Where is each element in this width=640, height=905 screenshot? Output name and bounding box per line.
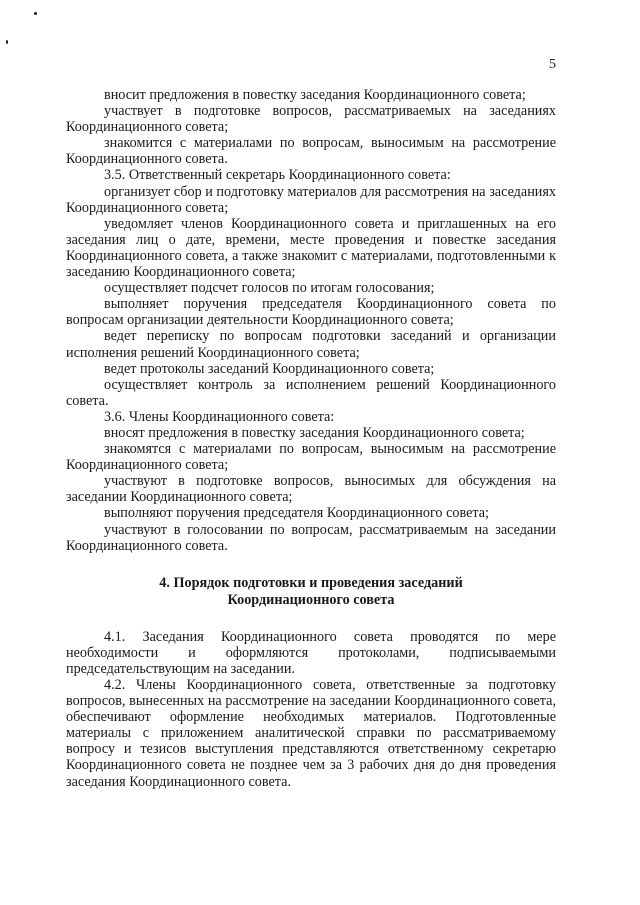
section-heading bbox=[66, 575, 556, 609]
paragraph: знакомятся с материалами по вопросам, выносимым на рассмотрение Координационного совета; bbox=[66, 441, 556, 474]
scan-speck bbox=[34, 12, 37, 15]
paragraph: участвуют в голосовании по вопросам, рассматриваемым на заседании Координационного совета. bbox=[66, 521, 556, 554]
paragraph: вносят предложения в повестку заседания Координационного совета; bbox=[104, 424, 525, 441]
paragraph: 4.1. Заседания Координационного совета проводятся по мере необходимости и оформляются протоколами, подписываемыми председательствующим на заседании. bbox=[66, 628, 556, 677]
page-number: 5 bbox=[549, 57, 556, 72]
paragraph: 4.2. Члены Координационного совета, ответственные за подготовку вопросов, вынесенных на рассмотрение на заседании Координационного совета, обеспечивают оформление необходимых материалов. Подготовленные материалы с приложением аналитической справки по рассматриваемому вопросу и тезисов выступления представляются ответственному секретарю Координационного совета не позднее чем за 3 рабочих дня до дня проведения заседания Координационного совета. bbox=[66, 677, 556, 790]
paragraph: осуществляет контроль за исполнением решений Координационного совета. bbox=[66, 376, 556, 409]
section-heading-line: 4. Порядок подготовки и проведения заседаний bbox=[159, 574, 463, 591]
document-body bbox=[66, 87, 556, 790]
paragraph: вносит предложения в повестку заседания Координационного совета; bbox=[104, 87, 526, 103]
paragraph: ведет протоколы заседаний Координационного совета; bbox=[104, 360, 435, 377]
paragraph: выполняет поручения председателя Координационного совета по вопросам организации деятельности Координационного совета; bbox=[66, 296, 556, 329]
paragraph: 3.5. Ответственный секретарь Координационного совета: bbox=[104, 167, 451, 184]
section-heading-line: Координационного совета bbox=[227, 591, 395, 608]
paragraph: 3.6. Члены Координационного совета: bbox=[104, 408, 335, 425]
paragraph: выполняют поручения председателя Координационного совета; bbox=[104, 505, 489, 522]
paragraph: знакомится с материалами по вопросам, выносимым на рассмотрение Координационного совета. bbox=[66, 135, 556, 168]
paragraph: осуществляет подсчет голосов по итогам голосования; bbox=[104, 280, 435, 297]
paragraph: организует сбор и подготовку материалов для рассмотрения на заседаниях Координационного совета; bbox=[66, 183, 556, 216]
scan-speck bbox=[6, 40, 8, 44]
paragraph: ведет переписку по вопросам подготовки заседаний и организации исполнения решений Координационного совета; bbox=[66, 328, 556, 361]
paragraph: участвует в подготовке вопросов, рассматриваемых на заседаниях Координационного совета; bbox=[66, 103, 556, 136]
paragraph: уведомляет членов Координационного совета и приглашенных на его заседания лиц о дате, времени, месте проведения и повестке заседания Координационного совета, а также знакомит с материалами, подготовленными к заседанию Координационного совета; bbox=[66, 215, 556, 281]
paragraph: участвуют в подготовке вопросов, выносимых для обсуждения на заседании Координационного совета; bbox=[66, 473, 556, 506]
